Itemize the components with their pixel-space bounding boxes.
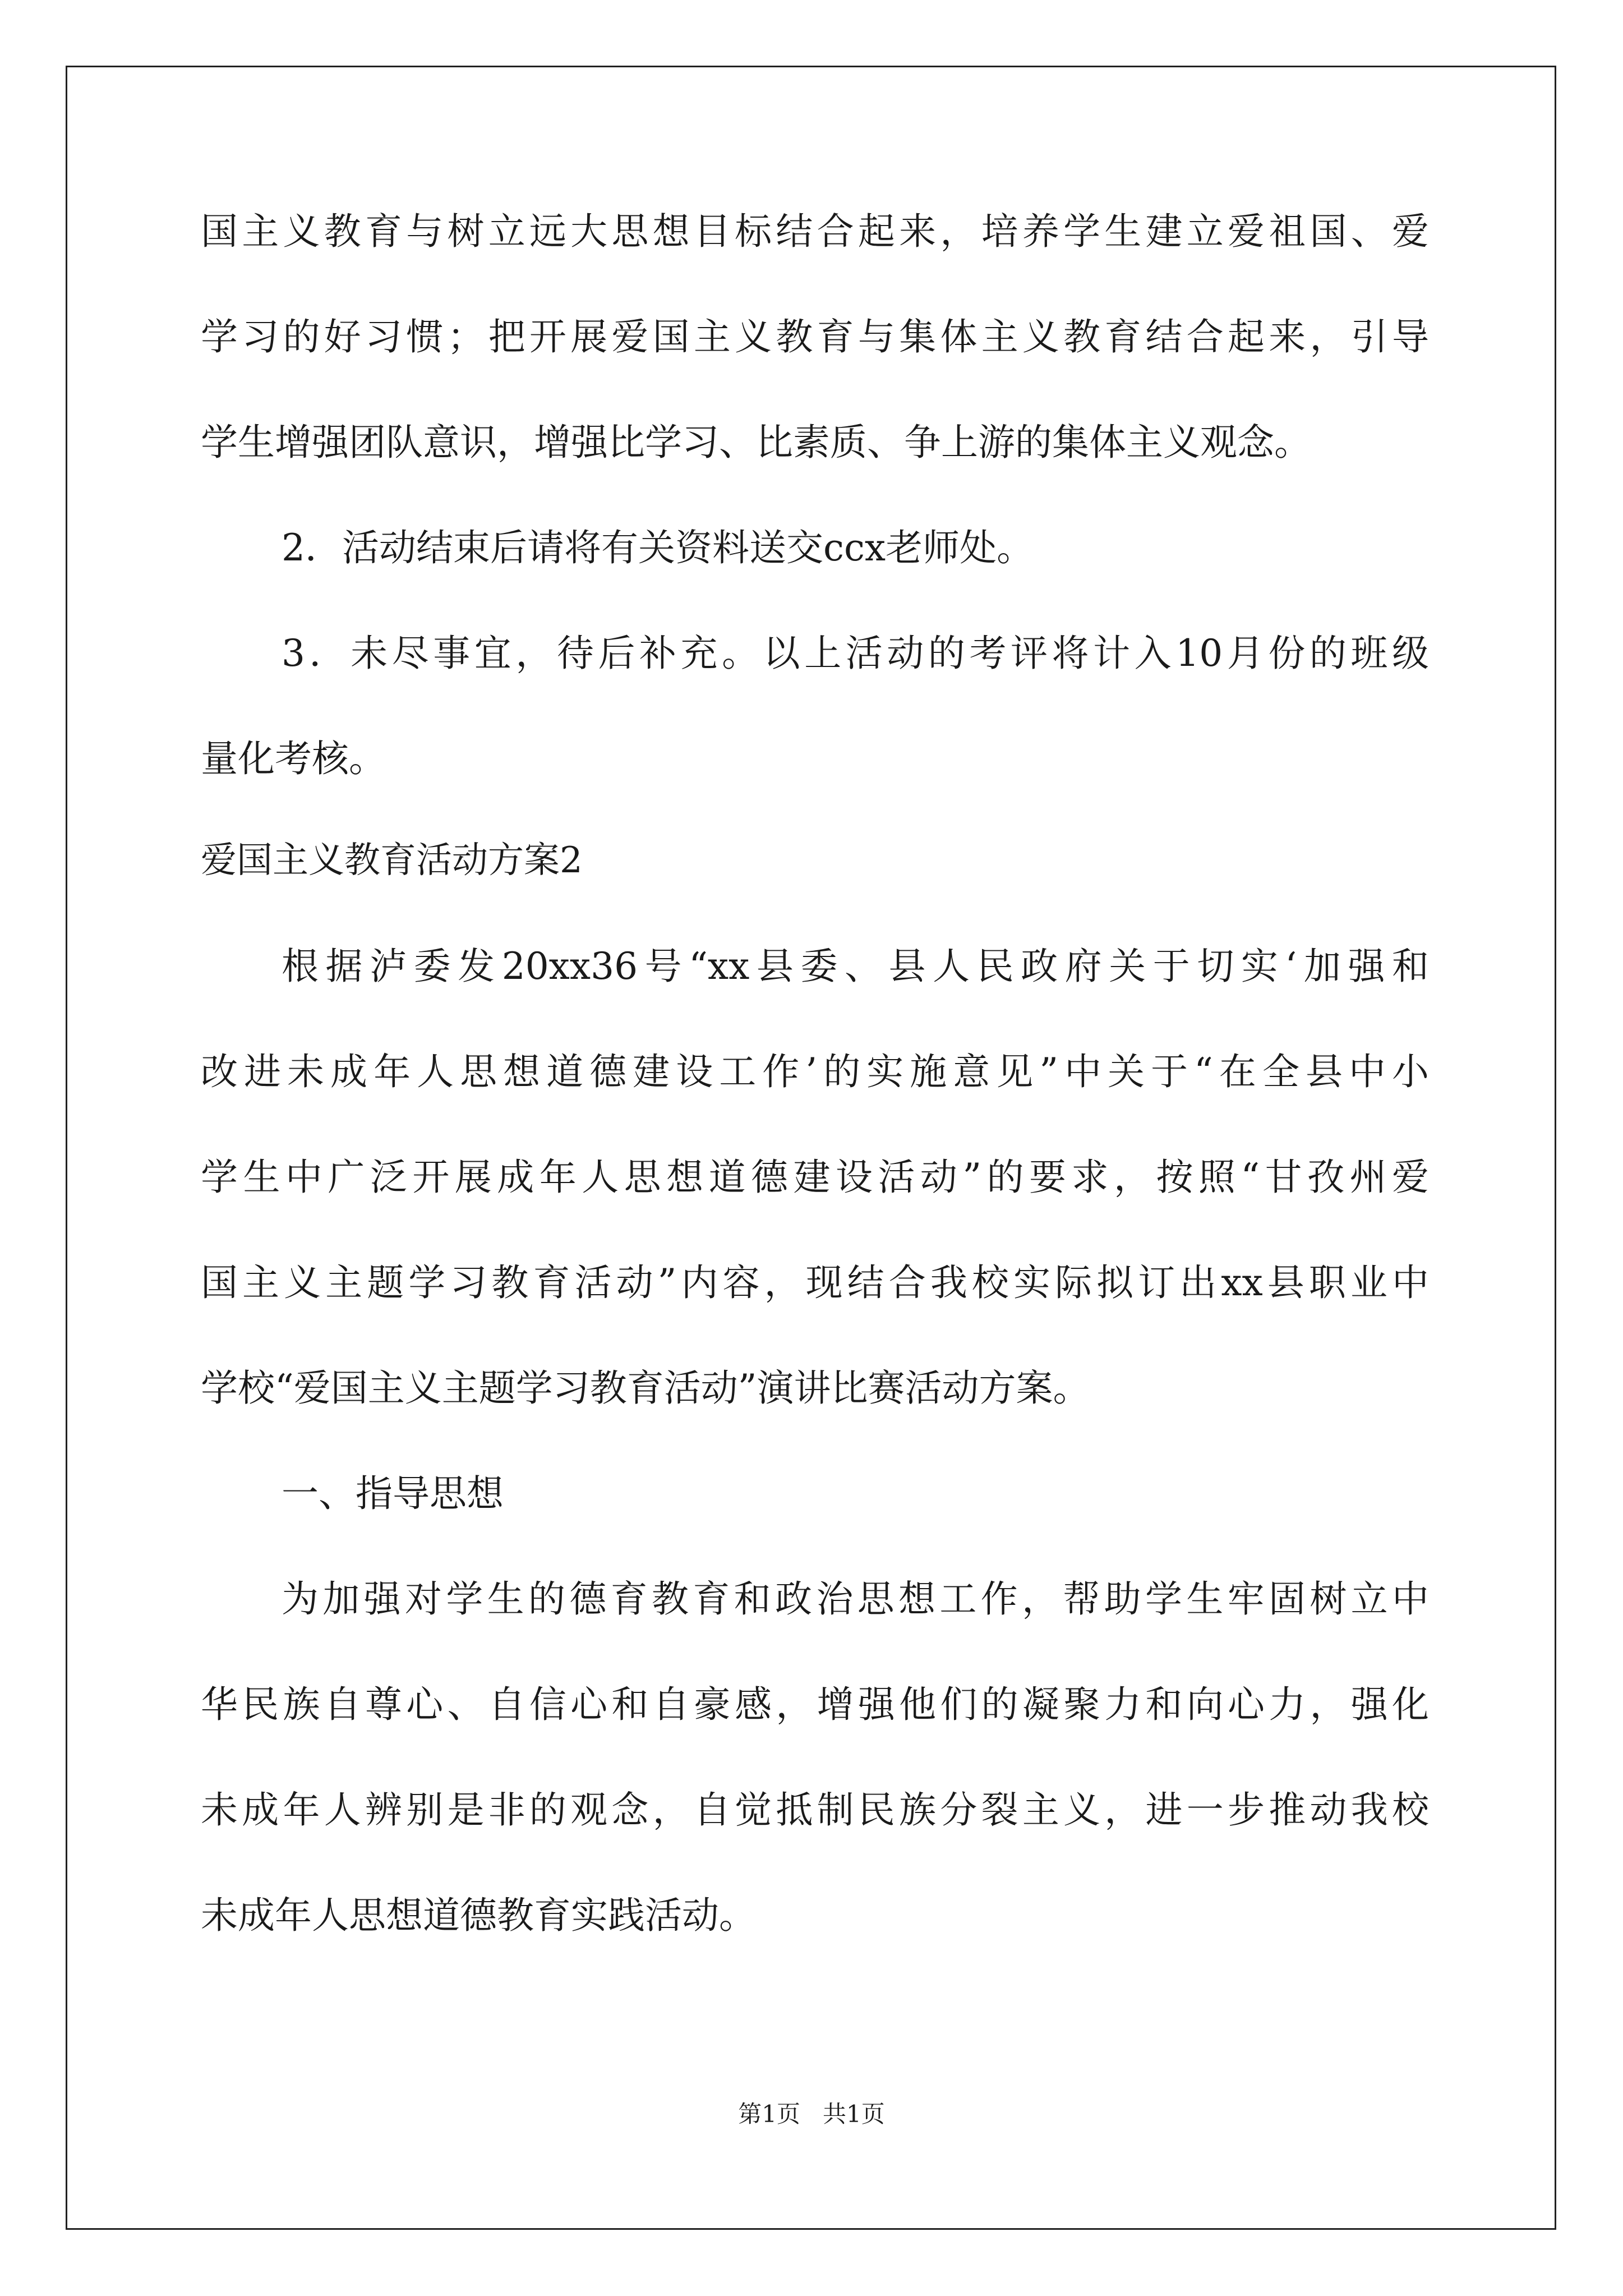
paragraph-line: 学习的好习惯；把开展爱国主义教育与集体主义教育结合起来，引导	[201, 315, 1429, 358]
paragraph-line: 未成年人辨别是非的观念，自觉抵制民族分裂主义，进一步推动我校	[201, 1788, 1429, 1832]
paragraph-line: 根据泸委发20xx36号“xx县委、县人民政府关于切实‘加强和	[282, 945, 1429, 988]
paragraph-line: 国主义主题学习教育活动”内容，现结合我校实际拟订出xx县职业中	[201, 1261, 1429, 1304]
section-heading: 爱国主义教育活动方案2	[201, 840, 583, 881]
list-item-2: 2．活动结束后请将有关资料送交ccx老师处。	[282, 526, 1034, 569]
paragraph-line: 学校“爱国主义主题学习教育活动”演讲比赛活动方案。	[201, 1366, 1090, 1410]
list-item-3: 3．未尽事宜，待后补充。以上活动的考评将计入10月份的班级	[282, 632, 1429, 675]
paragraph-line: 改进未成年人思想道德建设工作’的实施意见”中关于“在全县中小	[201, 1050, 1429, 1093]
paragraph-line: 学生增强团队意识，增强比学习、比素质、争上游的集体主义观念。	[201, 421, 1311, 464]
paragraph-line: 为加强对学生的德育教育和政治思想工作，帮助学生牢固树立中	[282, 1577, 1429, 1621]
paragraph-line: 国主义教育与树立远大思想目标结合起来，培养学生建立爱祖国、爱	[201, 210, 1429, 253]
subsection-heading: 一、指导思想	[282, 1472, 504, 1515]
paragraph-line: 华民族自尊心、自信心和自豪感，增强他们的凝聚力和向心力，强化	[201, 1683, 1429, 1726]
paragraph-line: 量化考核。	[201, 737, 386, 780]
page-number-footer: 第1页 共1页	[738, 2100, 885, 2128]
paragraph-line: 未成年人思想道德教育实践活动。	[201, 1894, 756, 1937]
paragraph-line: 学生中广泛开展成年人思想道德建设活动”的要求，按照“甘孜州爱	[201, 1156, 1429, 1199]
